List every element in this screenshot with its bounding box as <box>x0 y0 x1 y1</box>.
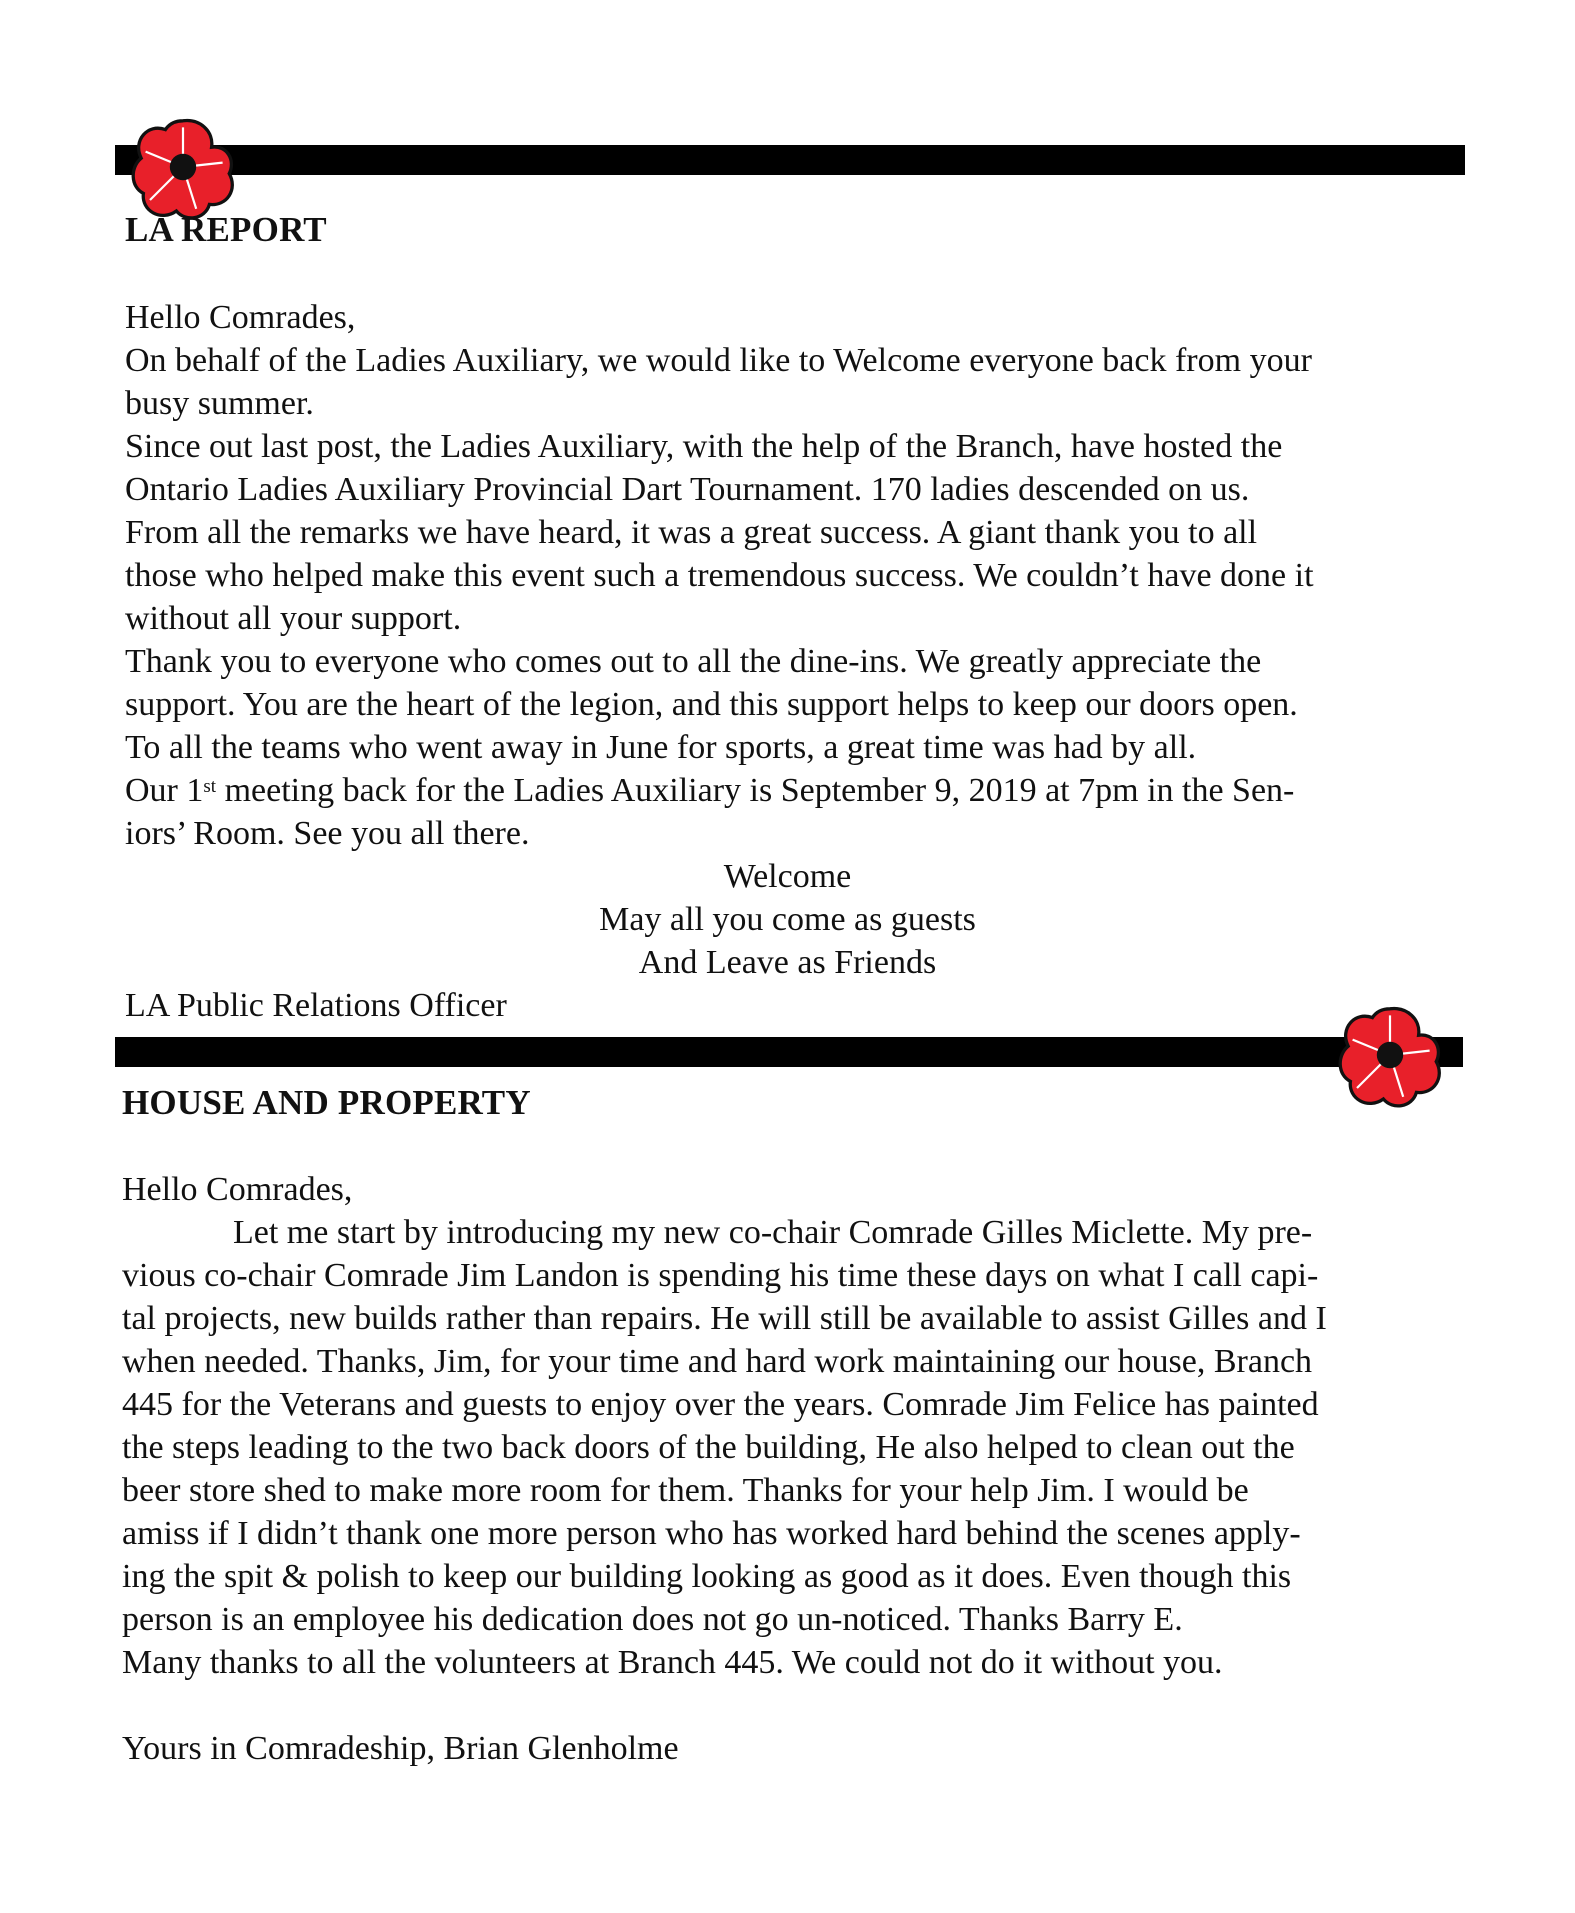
house-property-line: tal projects, new builds rather than repairs. He will still be available to assist Gilles and I <box>122 1300 1327 1337</box>
house-property-line: 445 for the Veterans and guests to enjoy over the years. Comrade Jim Felice has painted <box>122 1386 1319 1423</box>
la-report-signature: LA Public Relations Officer <box>125 987 507 1024</box>
la-report-greeting: Hello Comrades, <box>125 299 356 336</box>
la-report-meeting-line-2: iors’ Room. See you all there. <box>125 815 530 852</box>
la-report-line: Ontario Ladies Auxiliary Provincial Dart Tournament. 170 ladies descended on us. <box>125 471 1250 508</box>
la-report-meeting-line <box>125 769 1294 812</box>
section-divider-top <box>115 145 1465 175</box>
house-property-line: Many thanks to all the volunteers at Branch 445. We could not do it without you. <box>122 1644 1223 1681</box>
house-property-closing: Yours in Comradeship, Brian Glenholme <box>122 1730 679 1767</box>
meeting-prefix: Our 1 <box>125 772 204 809</box>
la-report-line: those who helped make this event such a tremendous success. We couldn’t have done it <box>125 557 1314 594</box>
la-report-line: Since out last post, the Ladies Auxiliary, with the help of the Branch, have hosted the <box>125 428 1283 465</box>
poppy-icon <box>128 112 238 222</box>
motto-line: May all you come as guests <box>599 901 976 938</box>
house-property-line: vious co-chair Comrade Jim Landon is spending his time these days on what I call capi- <box>122 1257 1319 1294</box>
meeting-rest: meeting back for the Ladies Auxiliary is September 9, 2019 at 7pm in the Sen- <box>216 772 1295 809</box>
house-property-greeting: Hello Comrades, <box>122 1171 353 1208</box>
house-property-line: amiss if I didn’t thank one more person who has worked hard behind the scenes apply- <box>122 1515 1301 1552</box>
house-property-line: beer store shed to make more room for them. Thanks for your help Jim. I would be <box>122 1472 1249 1509</box>
la-report-heading: LA REPORT <box>125 210 327 249</box>
house-property-heading: HOUSE AND PROPERTY <box>122 1083 531 1122</box>
section-divider-middle <box>115 1037 1463 1067</box>
motto-line: Welcome <box>723 858 852 895</box>
la-report-line: From all the remarks we have heard, it was a great success. A giant thank you to all <box>125 514 1258 551</box>
la-report-line: without all your support. <box>125 600 462 637</box>
la-report-line: busy summer. <box>125 385 314 422</box>
house-property-line: Let me start by introducing my new co-chair Comrade Gilles Miclette. My pre- <box>233 1214 1313 1251</box>
house-property-line: when needed. Thanks, Jim, for your time and hard work maintaining our house, Branch <box>122 1343 1313 1380</box>
meeting-ordinal: st <box>203 776 217 797</box>
la-report-line: On behalf of the Ladies Auxiliary, we would like to Welcome everyone back from your <box>125 342 1312 379</box>
la-report-line: Thank you to everyone who comes out to all the dine-ins. We greatly appreciate the <box>125 643 1262 680</box>
house-property-line: the steps leading to the two back doors of the building, He also helped to clean out the <box>122 1429 1295 1466</box>
poppy-icon <box>1335 1000 1445 1110</box>
la-report-line: support. You are the heart of the legion, and this support helps to keep our doors open. <box>125 686 1298 723</box>
la-report-line: To all the teams who went away in June for sports, a great time was had by all. <box>125 729 1197 766</box>
house-property-line: ing the spit & polish to keep our building looking as good as it does. Even though this <box>122 1558 1292 1595</box>
house-property-line: person is an employee his dedication does not go un-noticed. Thanks Barry E. <box>122 1601 1183 1638</box>
motto-line: And Leave as Friends <box>638 944 937 981</box>
